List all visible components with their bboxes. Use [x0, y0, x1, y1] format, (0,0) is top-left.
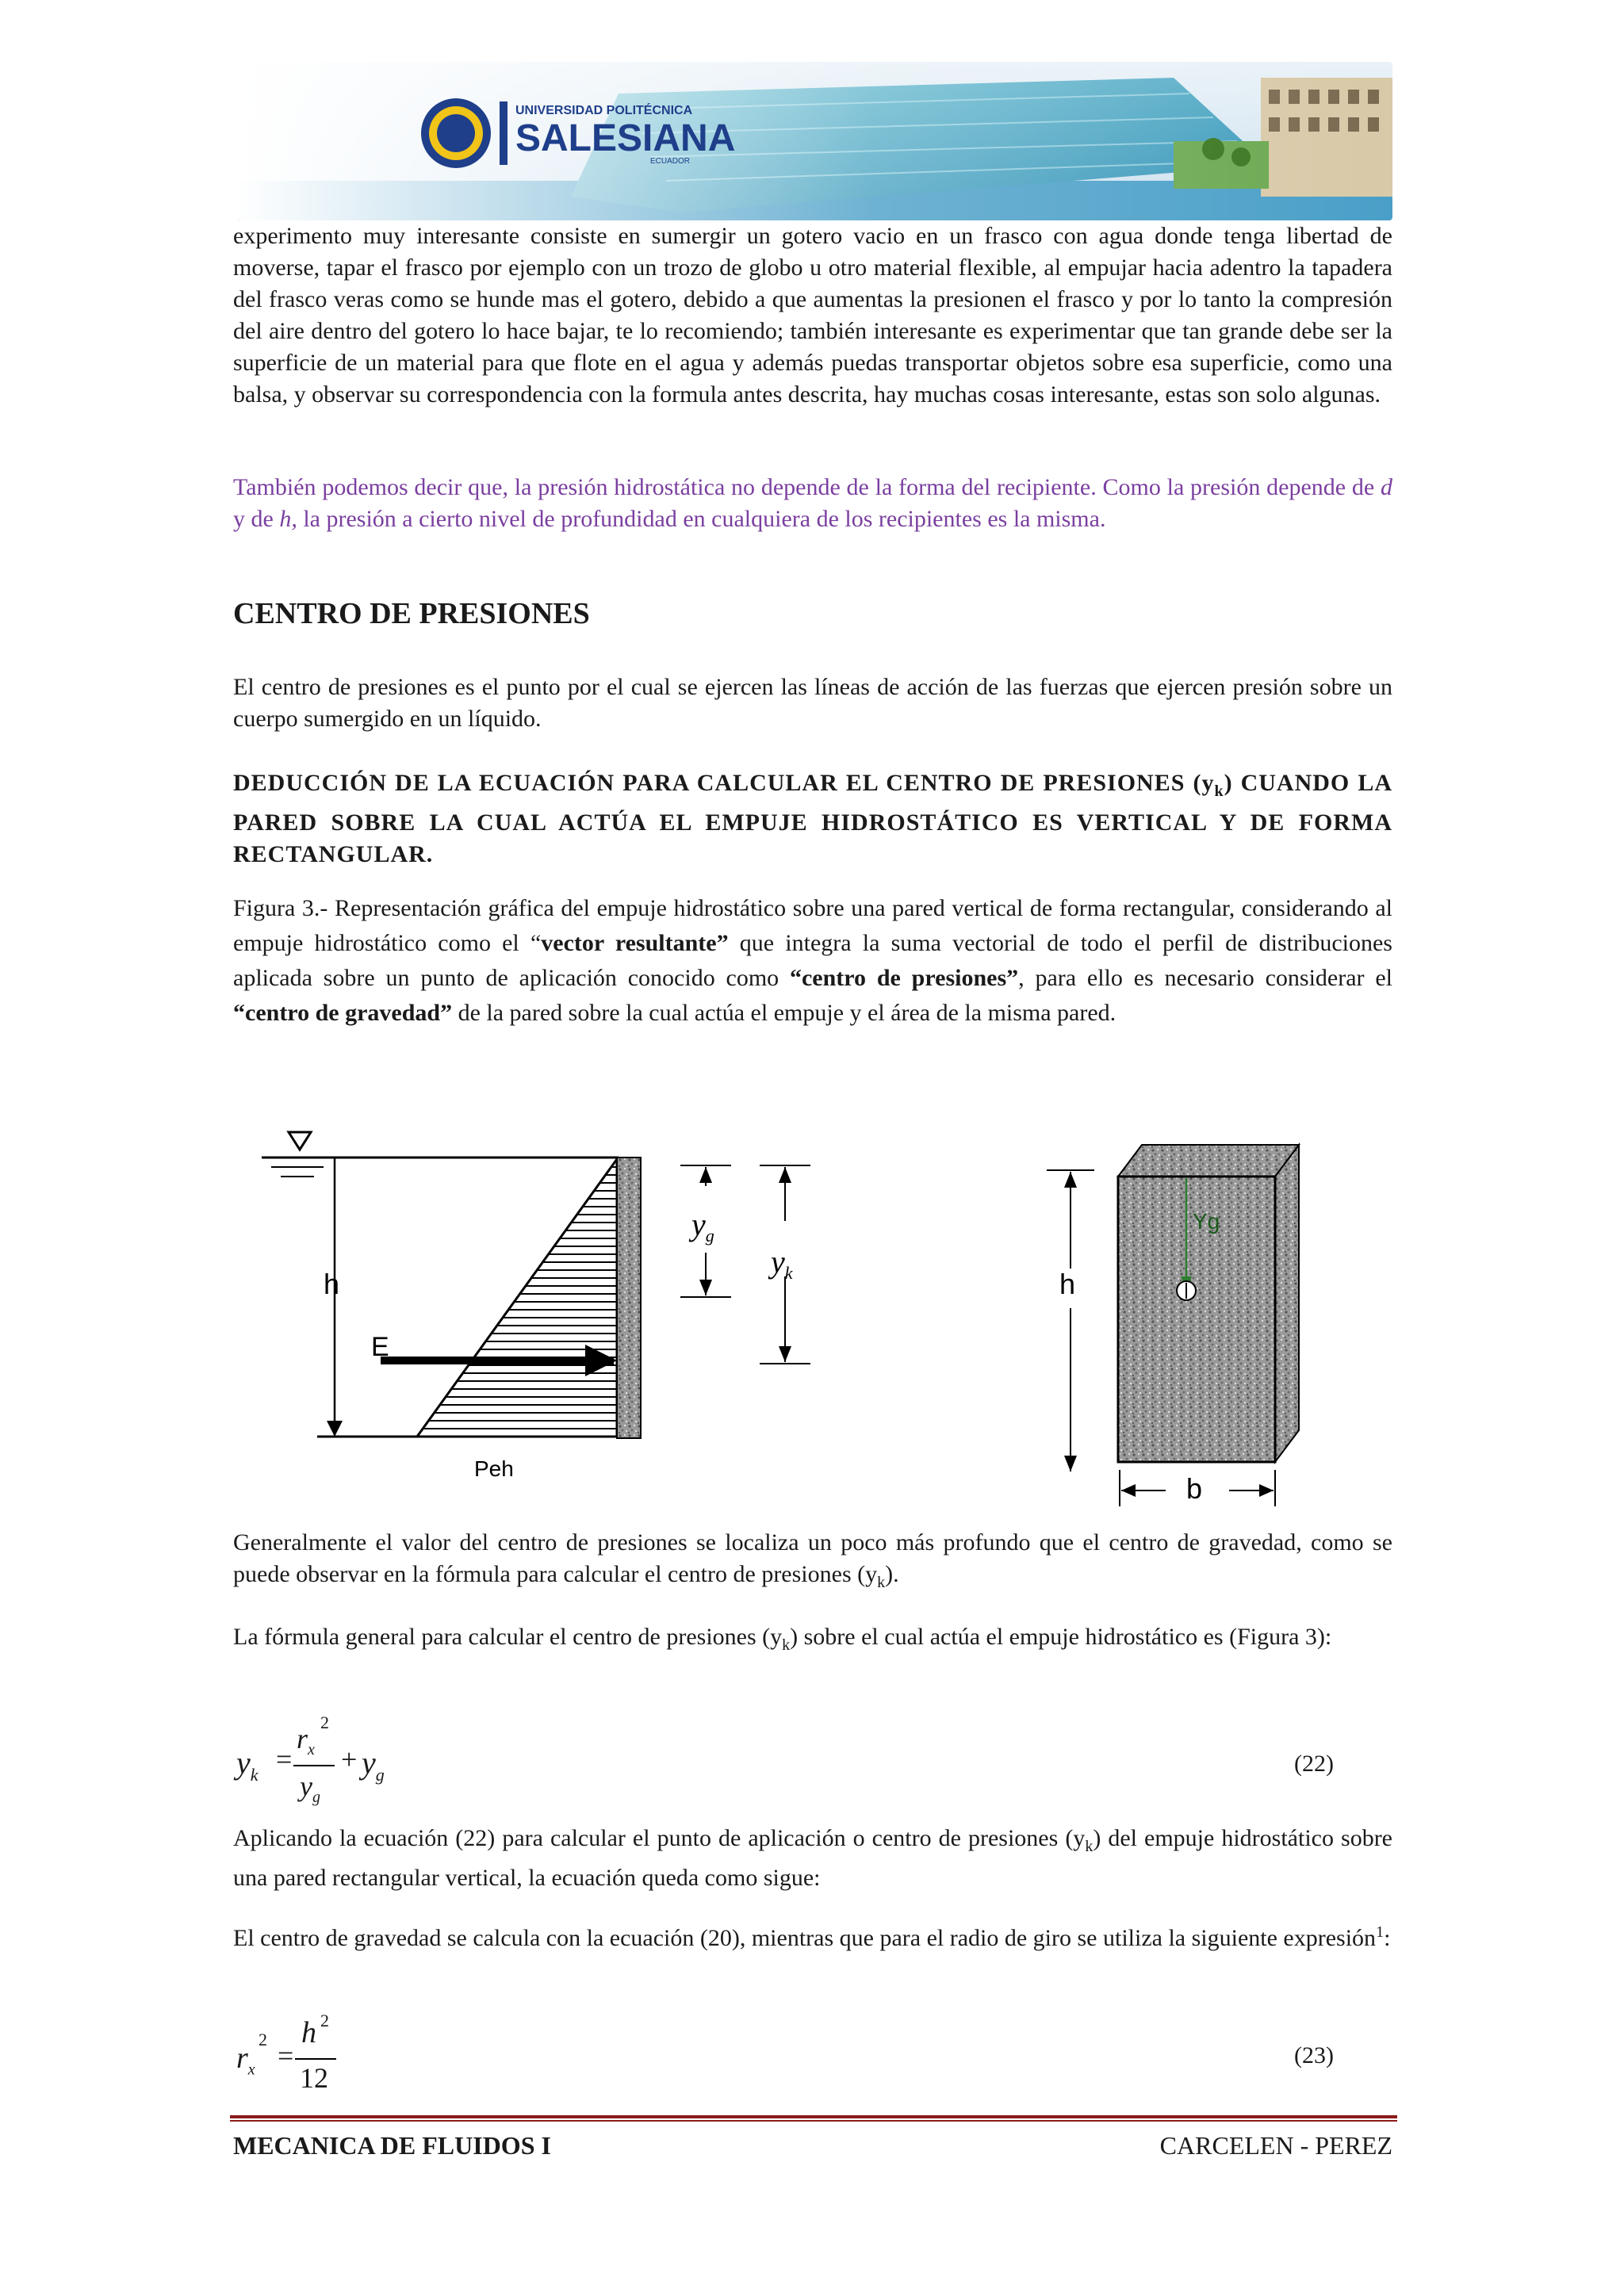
eq22-equals: = [276, 1743, 293, 1775]
label-yk: $y_k$ [771, 1244, 793, 1283]
eq23-number: (23) [1294, 2042, 1334, 2068]
definition-block [233, 672, 1392, 735]
rectangular-plate [1118, 1145, 1299, 1462]
eq23-fraction-bar [295, 2058, 336, 2060]
vertical-wall [617, 1158, 641, 1438]
gravity-paragraph: El centro de gravedad se calcula con la ecuación (20), mientras que para el radio de giro se utiliza la siguiente expresión$^1$: [233, 1923, 1391, 1951]
eq23-equals: = [278, 2040, 294, 2072]
after-figure-paragraph: Generalmente el valor del centro de presiones se localiza un poco más profundo que el centro de gravedad, como se puede observar en la fórmula para calcular el centro de presiones $(y_k)$. [233, 1529, 1392, 1591]
apply-equation-paragraph: Aplicando la ecuación (22) para calcular el punto de aplicación o centro de presiones $(y_k)$ del empuje hidrostático sobre una pared rectangular vertical, la ecuación queda como sigue: [233, 1825, 1392, 1891]
label-Peh: Peh [474, 1456, 514, 1481]
svg-text:SALESIANA: SALESIANA [515, 117, 736, 159]
figure-3-diagram [238, 1110, 1396, 1506]
eq23-rx-exponent: 2 [259, 2030, 267, 2049]
eq23-rx: $r_x$ [236, 2042, 255, 2079]
eq23-denominator: 12 [300, 2062, 328, 2094]
label-yg: $y_g$ [691, 1207, 714, 1246]
footer-authors: CARCELEN - PEREZ [1159, 2131, 1392, 2160]
label-h-right: h [1059, 1268, 1076, 1300]
intro-paragraph: experimento muy interesante consiste en sumergir un gotero vacio en un frasco con agua donde tenga libertad de moverse, tapar el frasco por ejemplo con un trozo de globo u otro material flexible, al empujar hacia adentro la tapadera del frasco veras como se hunde mas el gotero, debido a que aumentas la presionen el frasco y por lo tanto la compresión del aire dentro del gotero lo hace bajar, te lo recomiendo; también interesante es experimentar que tan grande debe ser la superficie de un material para que flote en el agua y además puedas transportar objetos sobre esa superficie, como una balsa, y observar su correspondencia con la formula antes descrita, hay muchas cosas interesante, estas son solo algunas. [233, 223, 1392, 408]
pressure-distribution-triangle [417, 1159, 617, 1437]
water-surface-symbol [262, 1132, 333, 1177]
definition-paragraph: El centro de presiones es el punto por el cual se ejercen las líneas de acción de las fuerzas que ejercen presión sobre un cuerpo sumergido en un líquido. [233, 674, 1392, 732]
svg-text:UNIVERSIDAD POLITÉCNICA: UNIVERSIDAD POLITÉCNICA [515, 104, 693, 117]
footer-course: MECANICA DE FLUIDOS I [233, 2131, 551, 2160]
eq22-denominator: $y_g$ [300, 1770, 320, 1807]
eq22-yk: $y_k$ [236, 1745, 259, 1785]
eq22-numerator-exponent: 2 [320, 1712, 329, 1732]
header-banner-image [238, 62, 1392, 220]
figure-caption-block [233, 891, 1392, 1031]
intro-paragraph-block [233, 220, 1392, 411]
eq22-fraction-bar [293, 1765, 335, 1766]
purple-paragraph: También podemos decir que, la presión hidrostática no depende de la forma del recipiente. Como la presión depende de d y de h, la presión a cierto nivel de profundidad en cualquiera de los recipientes es la misma. [233, 474, 1392, 532]
right-h-dimension [1047, 1170, 1094, 1471]
label-h-left: h [324, 1268, 340, 1300]
eq22-numerator: $r_x$ [297, 1723, 315, 1759]
subheading: DEDUCCIÓN DE LA ECUACIÓN PARA CALCULAR EL CENTRO DE PRESIONES $(y_k)$ CUANDO LA PARED SOBRE LA CUAL ACTÚA EL EMPUJE HIDROSTÁTICO ES VERTICAL Y DE FORMA RECTANGULAR. [233, 770, 1392, 867]
eq23-numerator: h [301, 2016, 316, 2049]
eq22-yg: $y_g$ [362, 1745, 385, 1785]
footer-rule [230, 2115, 1397, 2123]
eq22-plus: + [341, 1743, 358, 1775]
label-b: b [1186, 1472, 1203, 1505]
header-banner [238, 62, 1392, 220]
gravity-block [233, 1916, 1392, 1954]
figure-caption: Figura 3.- Representación gráfica del empuje hidrostático sobre una pared vertical de forma rectangular, considerando al empuje hidrostático como el “vector resultante” que integra la suma vectorial de todo el perfil de distribuciones aplicada sobre un punto de aplicación conocido como “centro de presiones”, para ello es necesario considerar el “centro de gravedad” de la pared sobre la cual actúa el empuje y el área de la misma pared. [233, 895, 1392, 1026]
subheading-block [233, 767, 1392, 871]
label-E: E [371, 1332, 389, 1362]
svg-text:ECUADOR: ECUADOR [650, 157, 691, 166]
eq22-number: (22) [1294, 1751, 1334, 1777]
purple-paragraph-block [233, 472, 1392, 535]
section-title: CENTRO DE PRESIONES [233, 597, 590, 630]
formula-intro-block [233, 1621, 1392, 1661]
section-title-block [233, 596, 1392, 631]
apply-equation-block [233, 1823, 1392, 1894]
label-Yg-right: Yg [1193, 1209, 1220, 1234]
eq23-numerator-exponent: 2 [320, 2011, 329, 2030]
after-figure-block [233, 1527, 1392, 1598]
university-logo [421, 98, 735, 168]
formula-intro-paragraph: La fórmula general para calcular el centro de presiones $(y_k)$ sobre el cual actúa el empuje hidrostático es (Figura 3): [233, 1624, 1332, 1654]
